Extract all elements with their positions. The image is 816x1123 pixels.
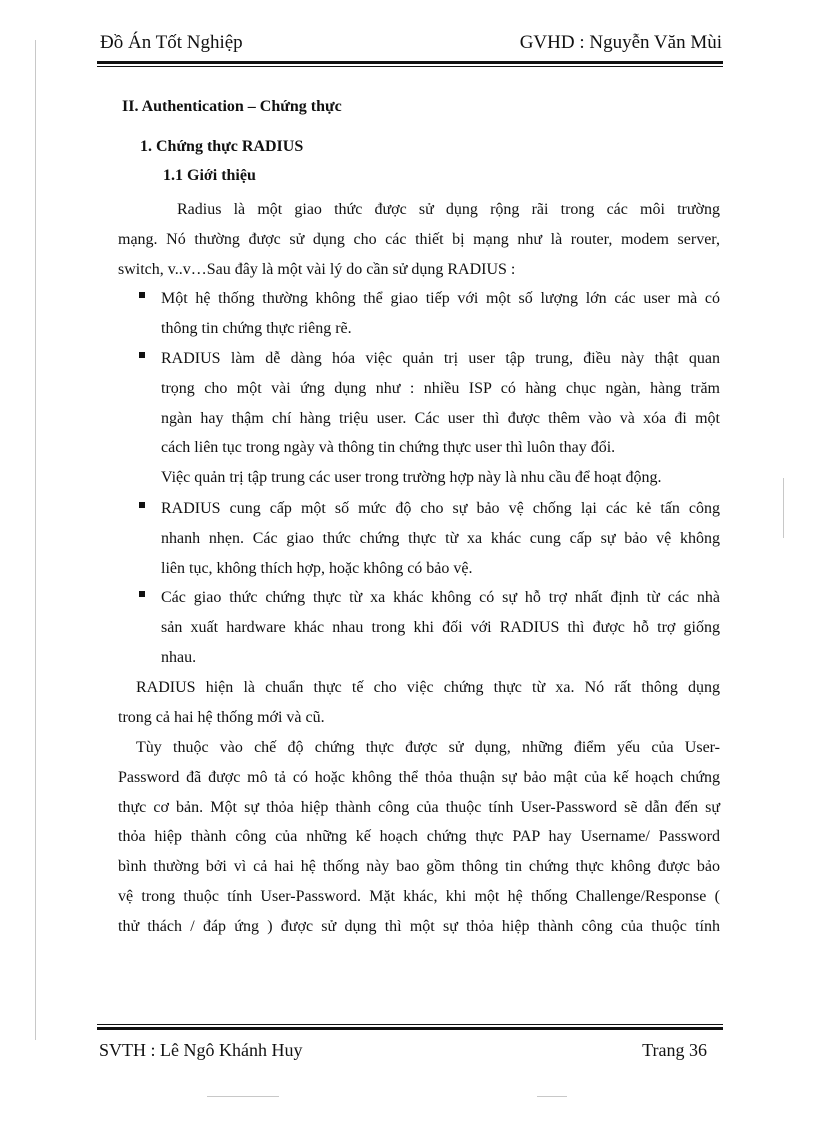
text-line: sản xuất hardware khác nhau trong khi đối với RADIUS thì được hỗ trợ giống <box>161 618 720 636</box>
scan-artifact-line <box>35 40 36 1040</box>
scan-artifact-line <box>207 1096 279 1097</box>
bullet-icon <box>138 351 148 361</box>
header-rule-thin <box>97 66 723 67</box>
paragraph-3 <box>118 733 720 942</box>
text-line: switch, v..v…Sau đây là một vài lý do cần sử dụng RADIUS : <box>118 260 516 278</box>
text-line: Tùy thuộc vào chế độ chứng thực được sử dụng, những điểm yếu của User- <box>136 739 720 756</box>
text-line: trong cả hai hệ thống mới và cũ. <box>118 708 325 726</box>
bullet-item-2 <box>161 344 720 493</box>
header-right-advisor: GVHD : Nguyễn Văn Mùi <box>519 32 722 53</box>
text-line: mạng. Nó thường được sử dụng cho các thiết bị mạng như là router, modem server, <box>118 230 720 248</box>
text-line: cách liên tục trong ngày và thông tin chứng thực user thì luôn thay đổi. <box>161 439 616 457</box>
text-line: Một hệ thống thường không thể giao tiếp với một số lượng lớn các user mà có <box>161 290 720 307</box>
text-line: thử thách / đáp ứng ) được sử dụng thì một sự thỏa hiệp thành công của thuộc tính <box>118 917 720 935</box>
text-line: nhanh nhẹn. Các giao thức chứng thực từ xa khác cung cấp sự bảo vệ không <box>161 529 720 547</box>
bullet-icon <box>138 291 148 301</box>
text-line: thỏa hiệp thành công của những kế hoạch chứng thực PAP hay Username/ Password <box>118 828 720 846</box>
text-line: Radius là một giao thức được sử dụng rộng rãi trong các môi trường <box>177 201 720 218</box>
text-line: thông tin chứng thực riêng rẽ. <box>161 319 352 337</box>
text-line: thực cơ bản. Một sự thỏa hiệp thành công của thuộc tính User-Password sẽ dẫn đến sự <box>118 798 720 816</box>
header-left-title: Đồ Án Tốt Nghiệp <box>100 32 243 53</box>
text-line: bình thường bởi vì cả hai hệ thống này bao gồm thông tin chứng thực không được bảo <box>118 858 720 876</box>
section-heading-3: 1. Chứng thực RADIUS <box>140 138 304 155</box>
footer-rule-thin <box>97 1024 723 1025</box>
text-line: Các giao thức chứng thực từ xa khác không có sự hỗ trợ nhất định từ các nhà <box>161 589 720 606</box>
header-rule-thick <box>97 61 723 64</box>
intro-paragraph <box>118 195 720 284</box>
bullet-item-4 <box>161 583 720 672</box>
text-line: nhau. <box>161 648 197 666</box>
footer-rule-thick <box>97 1027 723 1030</box>
section-heading-2: II. Authentication – Chứng thực <box>122 98 342 115</box>
text-line: RADIUS cung cấp một số mức độ cho sự bảo vệ chống lại các kẻ tấn công <box>161 500 720 517</box>
footer-page-number: Trang 36 <box>642 1040 707 1060</box>
paragraph-2 <box>118 673 720 733</box>
section-heading-4: 1.1 Giới thiệu <box>163 167 256 184</box>
text-line: liên tục, không thích hợp, hoặc không có bảo vệ. <box>161 559 473 577</box>
text-line: RADIUS hiện là chuẩn thực tế cho việc chứng thực từ xa. Nó rất thông dụng <box>136 679 720 696</box>
bullet-item-3 <box>161 494 720 583</box>
text-line: ngàn hay thậm chí hàng triệu user. Các user thì được thêm vào và xóa đi một <box>161 409 720 427</box>
text-line: RADIUS làm dễ dàng hóa việc quản trị user tập trung, điều này thật quan <box>161 350 720 367</box>
text-line: trọng cho một vài ứng dụng như : nhiều ISP có hàng chục ngàn, hàng trăm <box>161 379 720 397</box>
bullet-icon <box>138 590 148 600</box>
text-line: vệ trong thuộc tính User-Password. Mặt khác, khi một hệ thống Challenge/Response ( <box>118 887 720 905</box>
bullet-icon <box>138 501 148 511</box>
bullet-item-1 <box>161 284 720 344</box>
scan-artifact-line <box>783 478 784 538</box>
scan-artifact-line <box>537 1096 567 1097</box>
footer-student: SVTH : Lê Ngô Khánh Huy <box>99 1040 303 1060</box>
text-line: Việc quản trị tập trung các user trong trường hợp này là nhu cầu để hoạt động. <box>161 469 662 487</box>
text-line: Password đã được mô tả có hoặc không thể thỏa thuận sự bảo mật của kế hoạch chứng <box>118 768 720 786</box>
